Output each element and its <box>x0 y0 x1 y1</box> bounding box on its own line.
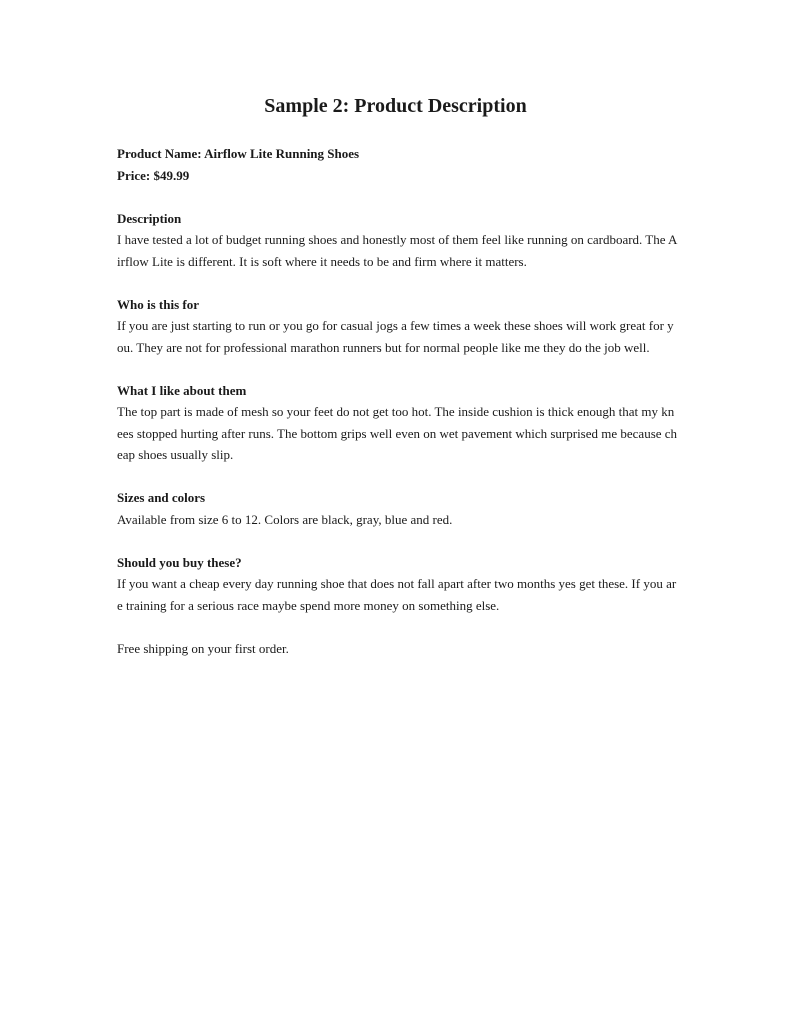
section-heading: Description <box>117 210 182 226</box>
section-heading: Should you buy these? <box>117 554 242 570</box>
section-heading: What I like about them <box>117 382 247 398</box>
paragraph-line: e training for a serious race maybe spend more money on something else. <box>117 597 500 613</box>
spacer <box>117 272 681 294</box>
section-who-is-this-for <box>117 294 681 359</box>
section-description <box>117 208 681 273</box>
spacer <box>117 530 681 552</box>
price-line: Price: $49.99 <box>117 167 190 183</box>
paragraph-line: irflow Lite is different. It is soft where it needs to be and firm where it matters. <box>117 253 527 269</box>
spacer <box>117 186 681 208</box>
paragraph-line: ees stopped hurting after runs. The bottom grips well even on wet pavement which surprised me because ch <box>117 425 678 441</box>
section-what-i-like <box>117 380 681 466</box>
paragraph-line: I have tested a lot of budget running shoes and honestly most of them feel like running on cardboard. The A <box>117 232 678 247</box>
paragraph-line: If you are just starting to run or you go for casual jogs a few times a week these shoes will work great for y <box>117 318 674 333</box>
section-should-you-buy <box>117 552 681 617</box>
spacer <box>117 358 681 380</box>
paragraph-line: Available from size 6 to 12. Colors are black, gray, blue and red. <box>117 511 453 527</box>
closing-note: Free shipping on your first order. <box>117 640 289 656</box>
product-name-line: Product Name: Airflow Lite Running Shoes <box>117 146 360 161</box>
paragraph-line: eap shoes usually slip. <box>117 447 234 462</box>
spacer <box>117 466 681 488</box>
document-title: Sample 2: Product Description <box>264 95 527 117</box>
section-heading: Who is this for <box>117 296 199 312</box>
paragraph-line: ou. They are not for professional marathon runners but for normal people like me they do the job well. <box>117 339 650 355</box>
spacer <box>117 616 681 638</box>
document-body <box>117 143 681 659</box>
section-heading: Sizes and colors <box>117 490 206 505</box>
section-sizes-and-colors <box>117 487 681 530</box>
paragraph-line: The top part is made of mesh so your feet do not get too hot. The inside cushion is thick enough that my kn <box>117 404 675 419</box>
paragraph-line: If you want a cheap every day running shoe that does not fall apart after two months yes get these. If you ar <box>117 576 677 591</box>
